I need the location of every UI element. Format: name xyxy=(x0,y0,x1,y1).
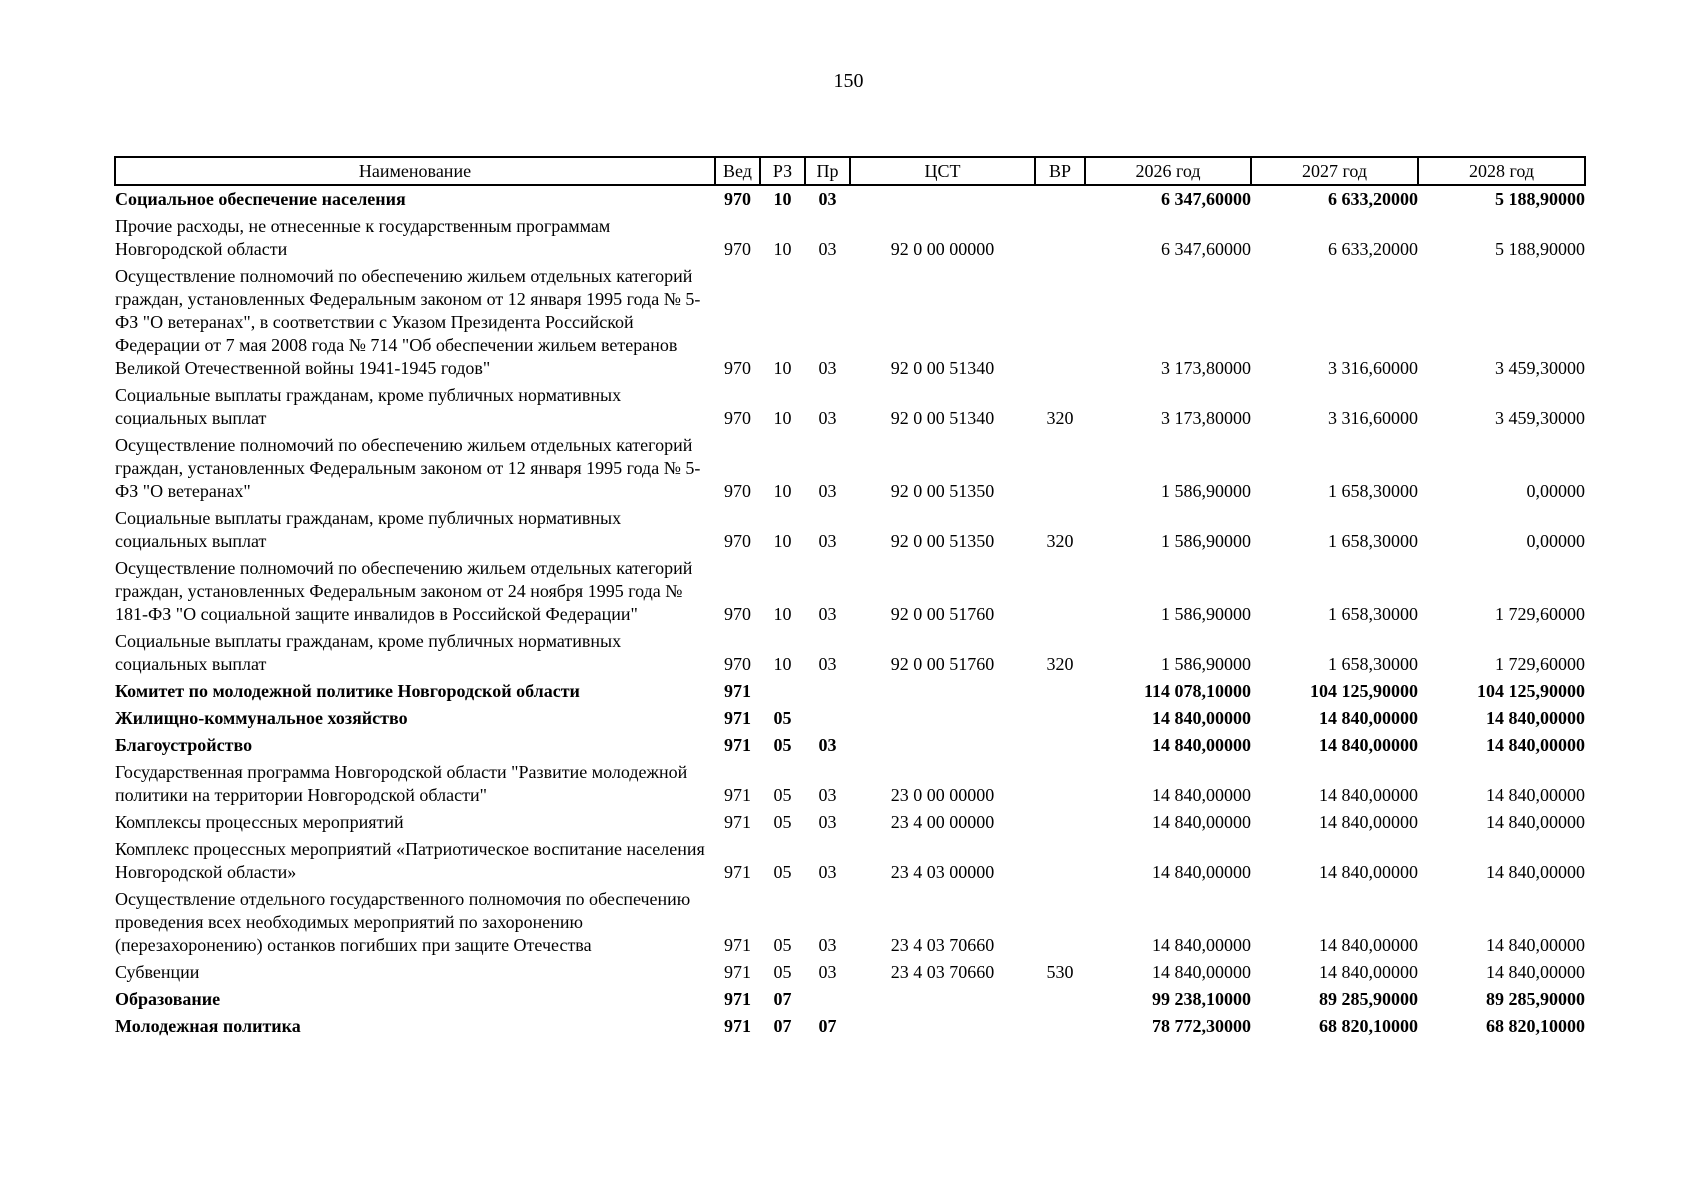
cell-2028: 14 840,00000 xyxy=(1486,708,1585,728)
cell-pr xyxy=(805,986,850,1013)
cell-2028: 5 188,90000 xyxy=(1495,189,1585,209)
cell-2027: 89 285,90000 xyxy=(1319,989,1418,1009)
cell-cst: 92 0 00 51760 xyxy=(890,654,995,674)
cell-ved: 970 xyxy=(724,189,751,209)
cell-ved: 971 xyxy=(724,962,751,982)
cell-rz: 05 xyxy=(773,708,792,728)
cell-2026: 1 586,90000 xyxy=(1161,481,1251,501)
cell-2027: 14 840,00000 xyxy=(1319,962,1418,982)
cell-cst xyxy=(850,185,1035,213)
cell-2026: 14 840,00000 xyxy=(1152,812,1251,832)
cell-2026: 14 840,00000 xyxy=(1152,785,1251,805)
cell-rz: 10 xyxy=(773,654,792,674)
cell-name: Молодежная политика xyxy=(115,1016,301,1036)
cell-pr: 07 xyxy=(818,1016,837,1036)
cell-rz: 05 xyxy=(773,785,792,805)
table-row xyxy=(115,628,1585,678)
table-row xyxy=(115,678,1585,705)
cell-pr: 03 xyxy=(818,935,837,955)
cell-name: Жилищно-коммунальное хозяйство xyxy=(115,708,408,728)
cell-2028: 14 840,00000 xyxy=(1486,812,1585,832)
cell-2028: 104 125,90000 xyxy=(1477,681,1585,701)
table-row xyxy=(115,505,1585,555)
cell-rz: 05 xyxy=(773,862,792,882)
cell-name: Субвенции xyxy=(115,962,200,982)
cell-2028: 5 188,90000 xyxy=(1495,239,1585,259)
cell-2027: 68 820,10000 xyxy=(1319,1016,1418,1036)
cell-ved: 971 xyxy=(724,708,751,728)
cell-cst: 92 0 00 51340 xyxy=(890,408,995,428)
cell-2028: 1 729,60000 xyxy=(1495,654,1585,674)
cell-2028: 68 820,10000 xyxy=(1486,1016,1585,1036)
cell-vr: 320 xyxy=(1046,408,1074,428)
cell-2028: 1 729,60000 xyxy=(1495,604,1585,624)
cell-name: Комплексы процессных мероприятий xyxy=(115,812,404,832)
cell-2026: 14 840,00000 xyxy=(1152,935,1251,955)
header-2027: 2027 год xyxy=(1251,157,1418,185)
cell-vr: 320 xyxy=(1046,654,1074,674)
table-row xyxy=(115,213,1585,263)
cell-2027: 1 658,30000 xyxy=(1328,481,1418,501)
cell-pr: 03 xyxy=(818,531,837,551)
cell-pr: 03 xyxy=(818,189,837,209)
cell-2026: 114 078,10000 xyxy=(1143,681,1251,701)
cell-vr: 530 xyxy=(1046,962,1074,982)
cell-rz: 10 xyxy=(773,189,792,209)
table-row xyxy=(115,705,1585,732)
cell-2026: 14 840,00000 xyxy=(1152,962,1251,982)
cell-2028: 14 840,00000 xyxy=(1486,785,1585,805)
cell-2028: 14 840,00000 xyxy=(1486,962,1585,982)
cell-vr xyxy=(1035,263,1085,382)
page-number: 150 xyxy=(833,70,864,92)
cell-rz xyxy=(760,678,805,705)
cell-ved: 971 xyxy=(724,935,751,955)
cell-pr: 03 xyxy=(818,358,837,378)
cell-2027: 14 840,00000 xyxy=(1319,735,1418,755)
table-row xyxy=(115,959,1585,986)
table-row xyxy=(115,1013,1585,1040)
table-row xyxy=(115,986,1585,1013)
table-row xyxy=(115,732,1585,759)
cell-ved: 971 xyxy=(724,1016,751,1036)
cell-ved: 971 xyxy=(724,735,751,755)
cell-ved: 970 xyxy=(724,239,751,259)
cell-2026: 3 173,80000 xyxy=(1161,358,1251,378)
header-name: Наименование xyxy=(115,157,715,185)
cell-2026: 99 238,10000 xyxy=(1152,989,1251,1009)
cell-ved: 971 xyxy=(724,681,751,701)
cell-2028: 14 840,00000 xyxy=(1486,935,1585,955)
header-2028: 2028 год xyxy=(1418,157,1585,185)
cell-cst: 92 0 00 51760 xyxy=(890,604,995,624)
cell-pr: 03 xyxy=(818,604,837,624)
cell-2028: 0,00000 xyxy=(1526,481,1585,501)
cell-vr xyxy=(1035,836,1085,886)
cell-ved: 971 xyxy=(724,862,751,882)
cell-2026: 6 347,60000 xyxy=(1161,189,1251,209)
cell-name: Осуществление отдельного государственного полномочия по обеспечению проведения всех необходимых мероприятий по захоронению (перезахоронению) останков погибших при защите Отечества xyxy=(115,889,691,955)
cell-vr xyxy=(1035,678,1085,705)
cell-2026: 14 840,00000 xyxy=(1152,862,1251,882)
budget-table xyxy=(114,156,1586,1040)
cell-vr xyxy=(1035,705,1085,732)
cell-ved: 971 xyxy=(724,812,751,832)
cell-rz: 05 xyxy=(773,962,792,982)
cell-name: Социальные выплаты гражданам, кроме публичных нормативных социальных выплат xyxy=(115,631,622,674)
cell-cst xyxy=(850,678,1035,705)
cell-rz: 05 xyxy=(773,812,792,832)
cell-name: Государственная программа Новгородской области "Развитие молодежной политики на территории Новгородской области" xyxy=(115,762,688,805)
cell-2026: 3 173,80000 xyxy=(1161,408,1251,428)
cell-2026: 1 586,90000 xyxy=(1161,604,1251,624)
table-body xyxy=(115,185,1585,1040)
table-row xyxy=(115,432,1585,505)
cell-vr xyxy=(1035,555,1085,628)
cell-vr xyxy=(1035,185,1085,213)
cell-rz: 10 xyxy=(773,239,792,259)
cell-2027: 6 633,20000 xyxy=(1328,189,1418,209)
cell-cst: 92 0 00 51340 xyxy=(890,358,995,378)
table-header-row xyxy=(115,157,1585,185)
cell-2026: 6 347,60000 xyxy=(1161,239,1251,259)
cell-ved: 971 xyxy=(724,785,751,805)
header-cst: ЦСТ xyxy=(850,157,1035,185)
cell-cst xyxy=(850,986,1035,1013)
cell-name: Социальные выплаты гражданам, кроме публичных нормативных социальных выплат xyxy=(115,385,622,428)
cell-2027: 3 316,60000 xyxy=(1328,408,1418,428)
header-ved: Вед xyxy=(715,157,760,185)
cell-vr xyxy=(1035,986,1085,1013)
cell-cst xyxy=(850,705,1035,732)
cell-name: Социальное обеспечение населения xyxy=(115,189,406,209)
cell-pr: 03 xyxy=(818,481,837,501)
cell-pr: 03 xyxy=(818,862,837,882)
cell-2028: 89 285,90000 xyxy=(1486,989,1585,1009)
cell-rz: 07 xyxy=(773,989,792,1009)
cell-name: Осуществление полномочий по обеспечению жильем отдельных категорий граждан, установленных Федеральным законом от 24 ноября 1995 года № 181-ФЗ "О социальной защите инвалидов в Российской Федерации" xyxy=(115,558,693,624)
cell-2026: 1 586,90000 xyxy=(1161,654,1251,674)
cell-2027: 14 840,00000 xyxy=(1319,708,1418,728)
cell-cst: 92 0 00 00000 xyxy=(890,239,995,259)
cell-name: Осуществление полномочий по обеспечению жильем отдельных категорий граждан, установленных Федеральным законом от 12 января 1995 года № 5-ФЗ "О ветеранах", в соответствии с Указом Президента Российской Федерации от 7 мая 2008 года № 714 "Об обеспечении жильем ветеранов Великой Отечественной войны 1941-1945 годов" xyxy=(115,266,701,378)
cell-pr: 03 xyxy=(818,239,837,259)
cell-pr: 03 xyxy=(818,408,837,428)
cell-ved: 971 xyxy=(724,989,751,1009)
cell-name: Социальные выплаты гражданам, кроме публичных нормативных социальных выплат xyxy=(115,508,622,551)
cell-cst: 23 4 03 00000 xyxy=(890,862,995,882)
cell-rz: 10 xyxy=(773,408,792,428)
cell-rz: 10 xyxy=(773,604,792,624)
cell-pr: 03 xyxy=(818,812,837,832)
cell-pr: 03 xyxy=(818,962,837,982)
cell-ved: 970 xyxy=(724,408,751,428)
cell-vr xyxy=(1035,213,1085,263)
cell-2028: 0,00000 xyxy=(1526,531,1585,551)
table-row xyxy=(115,759,1585,809)
table-row xyxy=(115,836,1585,886)
cell-2027: 104 125,90000 xyxy=(1310,681,1418,701)
cell-cst: 23 4 03 70660 xyxy=(890,962,995,982)
cell-vr xyxy=(1035,809,1085,836)
cell-2026: 14 840,00000 xyxy=(1152,735,1251,755)
cell-cst: 23 4 00 00000 xyxy=(890,812,995,832)
cell-2027: 3 316,60000 xyxy=(1328,358,1418,378)
cell-2027: 6 633,20000 xyxy=(1328,239,1418,259)
cell-vr xyxy=(1035,886,1085,959)
cell-cst xyxy=(850,732,1035,759)
cell-rz: 05 xyxy=(773,935,792,955)
header-vr: ВР xyxy=(1035,157,1085,185)
cell-2026: 1 586,90000 xyxy=(1161,531,1251,551)
cell-ved: 970 xyxy=(724,358,751,378)
cell-ved: 970 xyxy=(724,654,751,674)
cell-name: Осуществление полномочий по обеспечению жильем отдельных категорий граждан, установленных Федеральным законом от 12 января 1995 года № 5-ФЗ "О ветеранах" xyxy=(115,435,701,501)
cell-2027: 1 658,30000 xyxy=(1328,531,1418,551)
header-pr: Пр xyxy=(805,157,850,185)
cell-pr: 03 xyxy=(818,735,837,755)
cell-vr: 320 xyxy=(1046,531,1074,551)
cell-rz: 10 xyxy=(773,531,792,551)
cell-2028: 14 840,00000 xyxy=(1486,735,1585,755)
header-2026: 2026 год xyxy=(1085,157,1251,185)
cell-2028: 3 459,30000 xyxy=(1495,408,1585,428)
cell-pr: 03 xyxy=(818,785,837,805)
cell-2027: 14 840,00000 xyxy=(1319,812,1418,832)
cell-cst: 23 4 03 70660 xyxy=(890,935,995,955)
cell-2026: 78 772,30000 xyxy=(1152,1016,1251,1036)
cell-2028: 14 840,00000 xyxy=(1486,862,1585,882)
cell-name: Прочие расходы, не отнесенные к государственным программам Новгородской области xyxy=(115,216,611,259)
cell-vr xyxy=(1035,432,1085,505)
cell-cst xyxy=(850,1013,1035,1040)
cell-2027: 1 658,30000 xyxy=(1328,604,1418,624)
table-row xyxy=(115,886,1585,959)
header-rz: РЗ xyxy=(760,157,805,185)
cell-name: Комитет по молодежной политике Новгородской области xyxy=(115,681,580,701)
cell-ved: 970 xyxy=(724,481,751,501)
table-row xyxy=(115,382,1585,432)
cell-rz: 10 xyxy=(773,481,792,501)
cell-ved: 970 xyxy=(724,604,751,624)
cell-cst: 92 0 00 51350 xyxy=(890,531,995,551)
table-row xyxy=(115,809,1585,836)
cell-cst: 23 0 00 00000 xyxy=(890,785,995,805)
cell-pr xyxy=(805,678,850,705)
cell-rz: 07 xyxy=(773,1016,792,1036)
cell-2028: 3 459,30000 xyxy=(1495,358,1585,378)
table-row xyxy=(115,185,1585,213)
cell-pr xyxy=(805,705,850,732)
cell-cst: 92 0 00 51350 xyxy=(890,481,995,501)
cell-vr xyxy=(1035,759,1085,809)
cell-2026: 14 840,00000 xyxy=(1152,708,1251,728)
cell-rz: 10 xyxy=(773,358,792,378)
cell-vr xyxy=(1035,1013,1085,1040)
cell-pr: 03 xyxy=(818,654,837,674)
table-row xyxy=(115,263,1585,382)
cell-ved: 970 xyxy=(724,531,751,551)
cell-vr xyxy=(1035,732,1085,759)
cell-2027: 14 840,00000 xyxy=(1319,935,1418,955)
cell-name: Комплекс процессных мероприятий «Патриотическое воспитание населения Новгородской области» xyxy=(115,839,705,882)
cell-name: Образование xyxy=(115,989,221,1009)
cell-rz: 05 xyxy=(773,735,792,755)
table-row xyxy=(115,555,1585,628)
cell-2027: 1 658,30000 xyxy=(1328,654,1418,674)
cell-2027: 14 840,00000 xyxy=(1319,785,1418,805)
cell-2027: 14 840,00000 xyxy=(1319,862,1418,882)
cell-name: Благоустройство xyxy=(115,735,253,755)
